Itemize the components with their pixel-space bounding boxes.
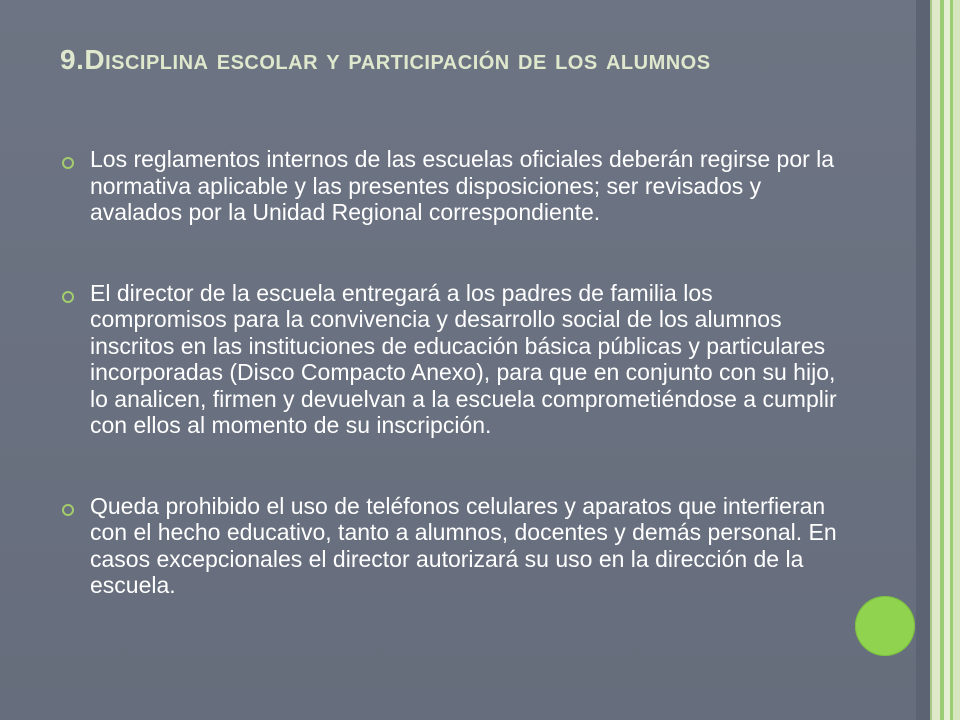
slide-title: 9.Disciplina escolar y participación de los alumnos (60, 44, 711, 75)
bullet-item (62, 493, 842, 599)
bullet-item (62, 280, 842, 439)
decorative-stripe (916, 0, 930, 720)
bullet-item (62, 146, 842, 226)
bullet-text: Los reglamentos internos de las escuelas oficiales deberán regirse por la normativa aplicable y las presentes disposiciones; ser revisados y avalados por la Unidad Regional correspondiente. (90, 146, 835, 225)
decorative-circle-icon (855, 596, 915, 656)
decorative-stripe (953, 0, 960, 720)
circle-bullet-icon (62, 291, 74, 303)
bullet-text: Queda prohibido el uso de teléfonos celulares y aparatos que interfieran con el hecho educativo, tanto a alumnos, docentes y demás personal. En casos excepcionales el director autorizará su uso en la dirección de la escuela. (90, 492, 837, 598)
decorative-stripe (932, 0, 940, 720)
bullet-text: El director de la escuela entregará a los padres de familia los compromisos para la convivencia y desarrollo social de los alumnos inscritos en las instituciones de educación básica públicas y particulares incorporadas (Disco Compacto Anexo), para que en conjunto con su hijo, lo analicen, firmen y devuelvan a la escuela comprometiéndose a cumplir con ellos al momento de su inscripción. (90, 279, 837, 438)
circle-bullet-icon (62, 157, 74, 169)
bullet-list (62, 146, 842, 599)
circle-bullet-icon (62, 504, 74, 516)
